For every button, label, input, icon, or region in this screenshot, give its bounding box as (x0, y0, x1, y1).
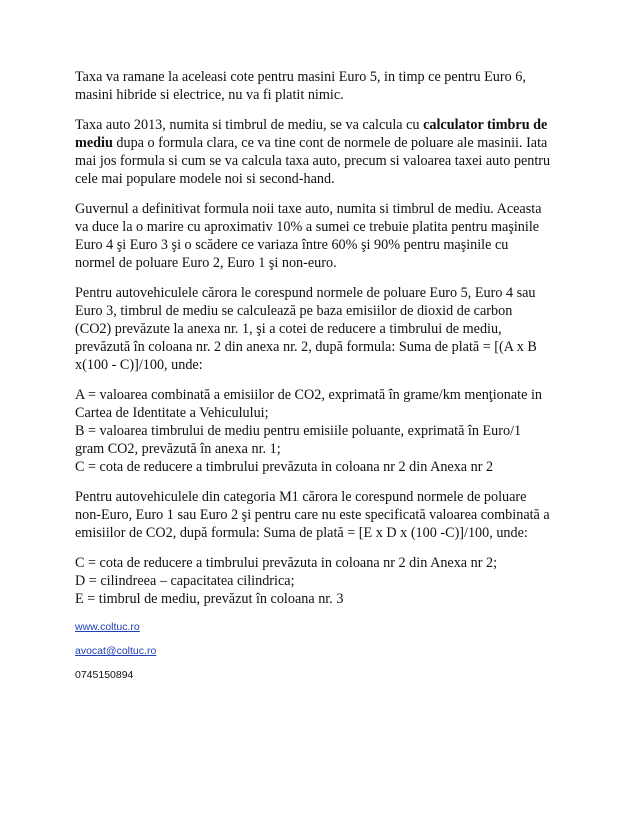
text-line: D = cilindreea – capacitatea cilindrica; (75, 573, 295, 589)
text-line: cele mai populare modele noi si second-hand. (75, 171, 335, 187)
text-line (75, 134, 567, 152)
bold-keyword: mediu (75, 135, 113, 151)
paragraph-definitions-cde (75, 554, 567, 608)
email-link[interactable]: avocat@coltuc.ro (75, 645, 157, 657)
text-line: normel de poluare Euro 2, Euro 1 şi non-euro. (75, 255, 337, 271)
text-line: Euro 4 şi Euro 3 şi o scădere ce variaza între 60% şi 90% pentru maşinile cu (75, 237, 509, 253)
text-line: masini hibride si electrice, nu va fi platit nimic. (75, 87, 344, 103)
contact-footer (75, 620, 567, 682)
text-line: prevăzută în coloana nr. 2 din anexa nr. 2, după formula: Suma de plată = [(A x B (75, 339, 537, 355)
website-link[interactable]: www.coltuc.ro (75, 621, 140, 633)
phone-number: 0745150894 (75, 669, 134, 681)
text-segment: Taxa auto 2013, numita si timbrul de mediu, se va calcula cu (75, 117, 424, 133)
text-line: mai jos formula si cum se va calcula taxa auto, precum si valoarea taxei auto pentru (75, 153, 551, 169)
text-line: C = cota de reducere a timbrului prevăzuta in coloana nr 2 din Anexa nr 2; (75, 555, 498, 571)
text-line: B = valoarea timbrului de mediu pentru emisiile poluante, exprimată în Euro/1 (75, 423, 522, 439)
text-line (75, 116, 567, 134)
paragraph-euro-cote (75, 68, 567, 104)
text-line: E = timbrul de mediu, prevăzut în coloana nr. 3 (75, 591, 344, 607)
text-line: Euro 3, timbrul de mediu se calculează pe baza emisiilor de dioxid de carbon (75, 303, 513, 319)
document-body (75, 68, 567, 692)
paragraph-euro5-formula (75, 284, 567, 374)
text-line: emisiilor de CO2, după formula: Suma de plată = [E x D x (100 -C)]/100, unde: (75, 525, 528, 541)
text-line: Pentru autovehiculele din categoria M1 cărora le corespund normele de poluare (75, 489, 527, 505)
text-line: Guvernul a definitivat formula noii taxe auto, numita si timbrul de mediu. Aceasta (75, 201, 542, 217)
text-segment: dupa o formula clara, ce va tine cont de normele de poluare ale masinii. Iata (112, 135, 548, 151)
text-line: Taxa va ramane la aceleasi cote pentru masini Euro 5, in timp ce pentru Euro 6, (75, 69, 526, 85)
bold-keyword: calculator timbru de (423, 117, 548, 133)
text-line: va duce la o marire cu aproximativ 10% a sumei ce trebuie platita pentru maşinile (75, 219, 540, 235)
text-line: A = valoarea combinată a emisiilor de CO2, exprimată în grame/km menţionate in (75, 387, 542, 403)
text-line: (CO2) prevăzute la anexa nr. 1, şi a cotei de reducere a timbrului de mediu, (75, 321, 502, 337)
paragraph-m1-formula (75, 488, 567, 542)
paragraph-guvernul (75, 200, 567, 272)
paragraph-definitions-abc (75, 386, 567, 476)
text-line: x(100 - C)]/100, unde: (75, 357, 203, 373)
text-line: gram CO2, prevăzută în anexa nr. 1; (75, 441, 281, 457)
text-line: Pentru autovehiculele cărora le corespund normele de poluare Euro 5, Euro 4 sau (75, 285, 536, 301)
text-line: Cartea de Identitate a Vehiculului; (75, 405, 269, 421)
text-line: C = cota de reducere a timbrului prevăzuta in coloana nr 2 din Anexa nr 2 (75, 459, 494, 475)
paragraph-taxa-auto-2013 (75, 116, 567, 188)
text-line: non-Euro, Euro 1 sau Euro 2 şi pentru care nu este specificată valoarea combinată a (75, 507, 550, 523)
